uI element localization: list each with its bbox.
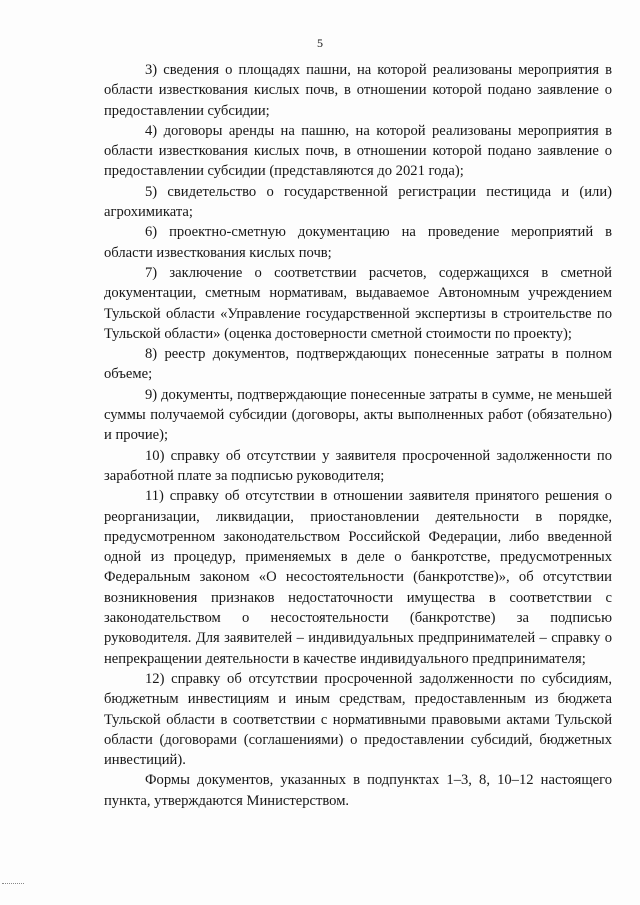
list-item-4: 4) договоры аренды на пашню, на которой реализованы мероприятия в области известкования кислых почв, в отношении которой подано заявление о предоставлении субсидии (представляются до 2021 года);: [104, 122, 612, 180]
list-item-6: 6) проектно-сметную документацию на проведение мероприятий в области известкования кислых почв;: [104, 224, 612, 261]
list-item-5: 5) свидетельство о государственной регистрации пестицида и (или) агрохимиката;: [104, 183, 612, 221]
page-number: 5: [317, 36, 323, 50]
list-item-7: 7) заключение о соответствии расчетов, содержащихся в сметной документации, сметным нормативам, выдаваемое Автономным учреждением Тульской области «Управление государственной экспертизы в строительстве по Тульской области» (оценка достоверности сметной стоимости по проекту);: [104, 264, 612, 342]
list-item-8: 8) реестр документов, подтверждающих понесенные затраты в полном объеме;: [104, 346, 612, 383]
list-item-11: 11) справку об отсутствии в отношении заявителя принятого решения о реорганизации, ликвидации, приостановлении деятельности в порядке, предусмотренном законодательством Российской Федерации, либо введенной одной из процедур, применяемых в деле о банкротстве, предусмотренных Федеральным законом «О несостоятельности (банкротстве)», об отсутствии возникновения признаков недостаточности имущества в соответствии с законодательством о несостоятельности (банкротстве) за подписью руководителя. Для заявителей – индивидуальных предпринимателей – справку о непрекращении деятельности в качестве индивидуального предпринимателя;: [104, 488, 612, 667]
scan-margin-mark: [2, 883, 24, 884]
list-item-3: 3) сведения о площадях пашни, на которой реализованы мероприятия в области известкования кислых почв, в отношении которой подано заявление о предоставлении субсидии;: [104, 62, 612, 119]
list-item-12: 12) справку об отсутствии просроченной задолженности по субсидиям, бюджетным инвестициям и иным средствам, предоставленным из бюджета Тульской области в соответствии с нормативными правовыми актами Тульской области (договорами (соглашениями) о предоставлении субсидий, бюджетных инвестиций).: [104, 670, 612, 769]
list-item-9: 9) документы, подтверждающие понесенные затраты в сумме, не меньшей суммы получаемой субсидии (договоры, акты выполненных работ (обязательно) и прочие);: [104, 386, 612, 444]
document-body: [104, 60, 612, 811]
list-item-10: 10) справку об отсутствии у заявителя просроченной задолженности по заработной плате за подписью руководителя;: [104, 447, 612, 484]
closing-paragraph: Формы документов, указанных в подпунктах 1–3, 8, 10–12 настоящего пункта, утверждаются Министерством.: [104, 772, 612, 809]
